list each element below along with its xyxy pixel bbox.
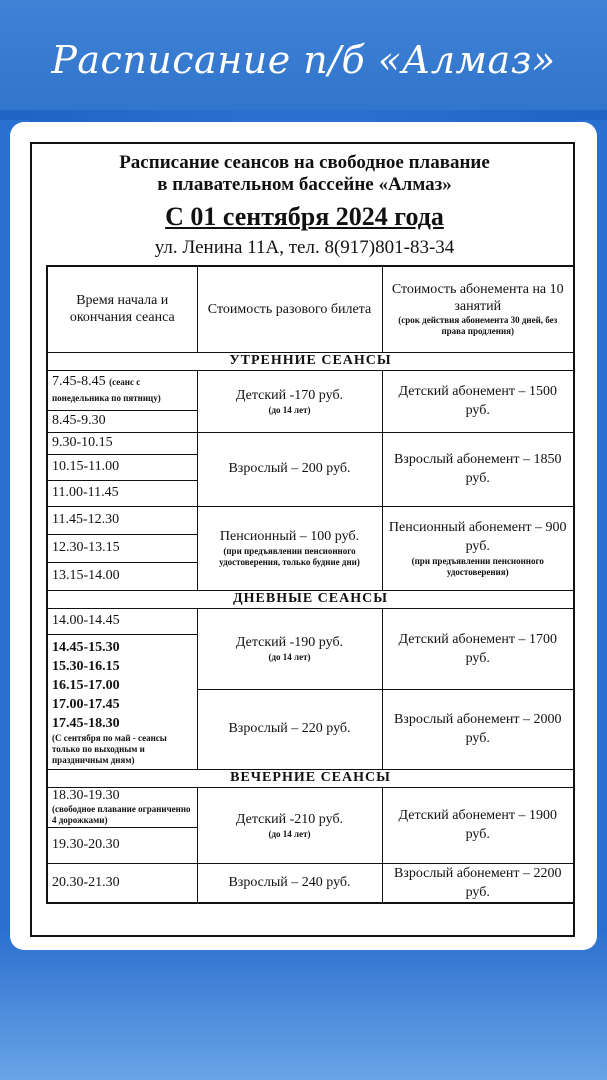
col-header-time: Время начала и окончания сеанса <box>47 266 197 352</box>
subscription-adult: Взрослый абонемент – 1850 руб. <box>382 432 574 506</box>
price-adult: Взрослый – 200 руб. <box>197 432 382 506</box>
price-child: Детский -170 руб. <box>235 387 344 403</box>
time-value: 16.15-17.00 <box>52 677 120 693</box>
col-header-subscription-note: (срок действия абонемента 30 дней, без права продления) <box>398 315 558 337</box>
doc-address: ул. Ленина 11А, тел. 8(917)801-83-34 <box>154 237 455 258</box>
subscription-pension-note: (при предъявлении пенсионного удостоверения) <box>411 556 544 577</box>
subscription-child: Детский абонемент – 1700 руб. <box>382 608 574 689</box>
time-cell-weekend <box>47 634 197 769</box>
table-row <box>47 432 574 454</box>
subscription-pension: Пенсионный абонемент – 900 руб. <box>388 520 567 554</box>
price-child: Детский -190 руб. <box>235 635 344 650</box>
subscription-child: Детский абонемент – 1900 руб. <box>382 787 574 863</box>
price-child: Детский -210 руб. <box>235 811 344 827</box>
doc-date: С 01 сентября 2024 года <box>165 202 444 231</box>
time-cell: 11.00-11.45 <box>47 480 197 506</box>
time-value: 14.45-15.30 <box>52 639 120 655</box>
price-pension: Пенсионный – 100 руб. <box>219 529 360 544</box>
table-row <box>47 863 574 903</box>
table-row <box>47 370 574 410</box>
time-cell: 9.30-10.15 <box>47 432 197 454</box>
table-header-row <box>47 266 574 352</box>
price-cell <box>197 787 382 863</box>
time-note: (свободное плавание ограниченно 4 дорожками) <box>52 804 191 825</box>
subscription-cell <box>382 506 574 590</box>
time-cell <box>47 787 197 827</box>
section-row-morning <box>47 352 574 370</box>
time-cell: 14.00-14.45 <box>47 608 197 634</box>
doc-title-line-1: Расписание сеансов на свободное плавание <box>119 152 490 173</box>
time-cell: 10.15-11.00 <box>47 454 197 480</box>
price-child-note: (до 14 лет) <box>268 404 311 415</box>
schedule-document <box>30 142 575 937</box>
price-child-note: (до 14 лет) <box>268 652 311 662</box>
price-adult: Взрослый – 240 руб. <box>197 863 382 903</box>
price-cell <box>197 370 382 432</box>
time-value: 17.45-18.30 <box>52 715 120 731</box>
section-row-evening <box>47 769 574 787</box>
subscription-child: Детский абонемент – 1500 руб. <box>382 370 574 432</box>
time-note: (С сентября по май - сеансы только по выходным и праздничным дням) <box>52 732 167 765</box>
time-value: 18.30-19.30 <box>52 788 120 803</box>
price-pension-note: (при предъявлении пенсионного удостоверения, только будние дни) <box>219 546 360 567</box>
col-header-subscription-label: Стоимость абонемента на 10 занятий <box>391 282 564 315</box>
schedule-table <box>46 265 575 904</box>
time-note: (сеанс с понедельника по пятницу) <box>52 377 161 403</box>
section-title-day: ДНЕВНЫЕ СЕАНСЫ <box>47 590 574 608</box>
doc-title-line-2: в плавательном бассейне «Алмаз» <box>157 174 452 195</box>
price-cell <box>197 608 382 689</box>
table-row <box>47 787 574 827</box>
col-header-subscription <box>382 266 574 352</box>
time-value: 15.30-16.15 <box>52 658 120 674</box>
time-cell <box>47 370 197 410</box>
time-cell: 8.45-9.30 <box>47 410 197 432</box>
section-row-day <box>47 590 574 608</box>
time-cell: 11.45-12.30 <box>47 506 197 534</box>
subscription-adult: Взрослый абонемент – 2000 руб. <box>382 689 574 769</box>
time-cell: 12.30-13.15 <box>47 534 197 562</box>
price-adult: Взрослый – 220 руб. <box>197 689 382 769</box>
footer-background <box>0 930 607 1080</box>
subscription-adult: Взрослый абонемент – 2200 руб. <box>382 863 574 903</box>
table-row <box>47 506 574 534</box>
time-cell: 19.30-20.30 <box>47 827 197 863</box>
section-title-morning: УТРЕННИЕ СЕАНСЫ <box>47 352 574 370</box>
price-child-note: (до 14 лет) <box>268 828 311 839</box>
time-value: 7.45-8.45 <box>52 374 106 389</box>
time-cell: 20.30-21.30 <box>47 863 197 903</box>
price-cell <box>197 506 382 590</box>
col-header-single: Стоимость разового билета <box>197 266 382 352</box>
time-value: 17.00-17.45 <box>52 696 120 712</box>
page-title: Расписание п/б «Алмаз» <box>51 38 556 82</box>
section-title-evening: ВЕЧЕРНИЕ СЕАНСЫ <box>47 769 574 787</box>
table-row <box>47 608 574 634</box>
time-cell: 13.15-14.00 <box>47 562 197 590</box>
